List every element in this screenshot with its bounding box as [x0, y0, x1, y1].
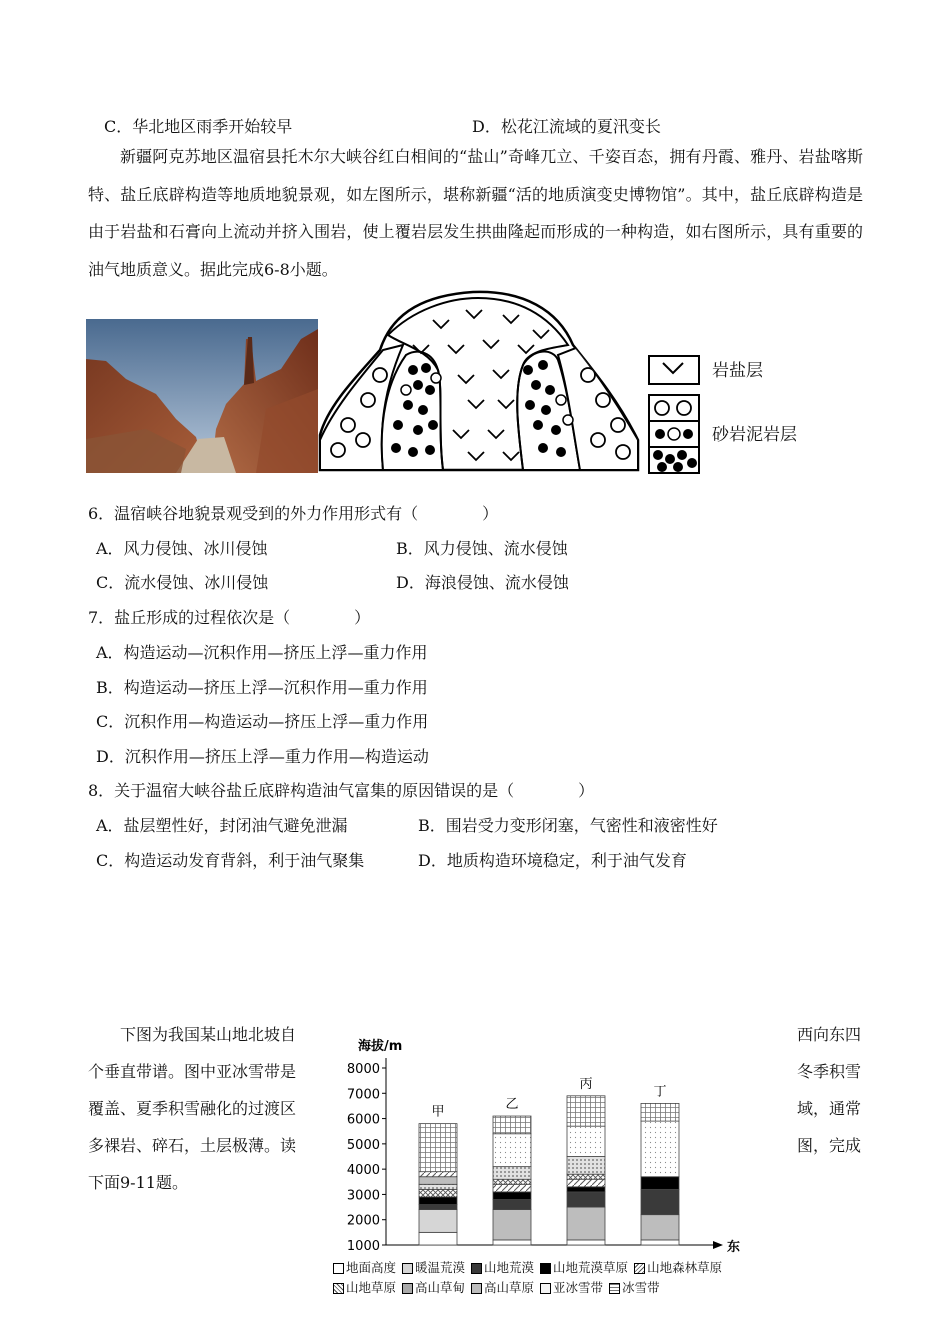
legend-item-mtn_desert — [471, 1258, 534, 1278]
bar-segment-nival — [493, 1116, 531, 1134]
bar-segment-nival — [567, 1096, 605, 1126]
y-tick-label: 2000 — [346, 1213, 380, 1229]
y-tick-label: 6000 — [346, 1112, 380, 1128]
bar-segment-subnival — [641, 1121, 679, 1177]
q6-option-b: B．风力侵蚀、流水侵蚀 — [396, 539, 568, 558]
intro-text: 新疆阿克苏地区温宿县托木尔大峡谷红白相间的“盐山”奇峰兀立、千姿百态，拥有丹霞、雅丹、岩盐喀斯特、盐丘底辟构造等地质地貌景观，如左图所示，堪称新疆“活的地质演变史博物馆”。其中，盐丘底辟构造是由于岩盐和石膏向上流动并挤入围岩，使上覆岩层发生拱曲隆起而形成的一种构造，如右图所示，具有重要的油气地质意义。据此完成6-8小题。 — [88, 147, 863, 279]
bar-label: 丁 — [653, 1084, 667, 1100]
y-tick-label: 8000 — [346, 1062, 380, 1077]
bar-segment-mtn_desert_steppe — [419, 1197, 457, 1205]
bar-segment-mtn_desert_steppe — [567, 1187, 605, 1192]
legend-item-subnival — [540, 1278, 603, 1298]
legend-swatch — [609, 1283, 620, 1294]
bar-segment-mtn_desert_steppe — [493, 1192, 531, 1200]
legend-item-alpine_meadow — [402, 1278, 465, 1298]
legend-label: 山地荒漠草原 — [553, 1260, 629, 1275]
canyon-photo — [86, 319, 318, 473]
diagram-legend-swatches — [648, 355, 702, 475]
intro-9-11-line-5: 下面9-11题。 — [88, 1173, 188, 1192]
q8-option-d: D．地质构造环境稳定，利于油气发育 — [418, 851, 687, 870]
bar-segment-subnival — [493, 1134, 531, 1167]
y-tick-label: 3000 — [346, 1188, 380, 1204]
q7-stem: 7．盐丘形成的过程依次是（ ） — [88, 608, 371, 627]
intro-9-11-line-3: 覆盖、夏季积雪融化的过渡区 — [88, 1099, 297, 1118]
bar-segment-mtn_desert — [493, 1199, 531, 1209]
bar-segment-mtn_desert_steppe — [641, 1177, 679, 1190]
legend-swatch — [333, 1283, 344, 1294]
legend-label: 地面高度 — [346, 1260, 397, 1275]
bar-segment-ground — [493, 1240, 531, 1245]
bar-segment-alpine_meadow — [493, 1167, 531, 1180]
bar-segment-ground — [419, 1232, 457, 1245]
legend-swatch — [634, 1263, 645, 1274]
q8-option-b: B．围岩受力变形闭塞，气密性和液密性好 — [418, 816, 718, 835]
x-axis-arrow — [713, 1241, 723, 1249]
q7-option-b: B．构造运动—挤压上浮—沉积作用—重力作用 — [96, 678, 428, 697]
legend-label: 山地森林草原 — [647, 1260, 723, 1275]
q6-option-d: D．海浪侵蚀、流水侵蚀 — [396, 573, 569, 592]
legend-salt-swatch — [649, 356, 699, 384]
bar-segment-mtn_forest_steppe — [419, 1172, 457, 1177]
q8-option-a: A．盐层塑性好，封闭油气避免泄漏 — [96, 816, 348, 835]
legend-swatch — [471, 1263, 482, 1274]
legend-label: 高山草原 — [484, 1280, 535, 1295]
bar-segment-nival — [419, 1124, 457, 1172]
legend-label: 高山草甸 — [415, 1280, 466, 1295]
bar-segment-mtn_forest_steppe — [567, 1179, 605, 1187]
bar-segment-mtn_steppe — [419, 1189, 457, 1197]
legend-item-mtn_forest_steppe — [634, 1258, 722, 1278]
q7-option-c: C．沉积作用—构造运动—挤压上浮—重力作用 — [96, 712, 429, 731]
q5-option-c: C．华北地区雨季开始较早 — [104, 117, 293, 136]
y-axis-label: 海拔/m — [358, 1039, 403, 1054]
bar-segment-mtn_desert — [641, 1189, 679, 1214]
bar-segment-mtn_desert — [567, 1192, 605, 1207]
x-axis-label: 东 — [727, 1240, 741, 1255]
legend-swatch — [402, 1283, 413, 1294]
q8-option-c: C．构造运动发育背斜，利于油气聚集 — [96, 851, 365, 870]
chart-legend — [333, 1258, 783, 1298]
legend-label: 暖温荒漠 — [415, 1260, 466, 1275]
q6-option-a: A．风力侵蚀、冰川侵蚀 — [96, 539, 268, 558]
q8-stem: 8．关于温宿大峡谷盐丘底辟构造油气富集的原因错误的是（ ） — [88, 781, 595, 800]
bar-label: 丙 — [579, 1076, 593, 1092]
y-tick-label: 5000 — [346, 1137, 380, 1153]
salt-dome-diagram — [318, 290, 648, 475]
legend-item-warm_desert — [402, 1258, 465, 1278]
bar-segment-warm_desert — [419, 1210, 457, 1233]
bar-segment-nival — [641, 1103, 679, 1121]
legend-swatch — [540, 1263, 551, 1274]
intro-9-11-line-1: 下图为我国某山地北坡自 — [120, 1025, 297, 1044]
bar-segment-ground — [567, 1240, 605, 1245]
y-tick-label: 4000 — [346, 1163, 380, 1179]
intro-paragraph-6-8 — [88, 138, 863, 288]
bar-segment-alpine_steppe — [567, 1207, 605, 1240]
bar-segment-alpine_steppe — [641, 1215, 679, 1240]
legend-item-nival — [609, 1278, 660, 1298]
chart-bars — [419, 1077, 679, 1245]
intro-9-11-right-1: 西向东四 — [797, 1025, 862, 1044]
intro-9-11-right-4: 图，完成 — [797, 1136, 862, 1155]
q6-option-c: C．流水侵蚀、冰川侵蚀 — [96, 573, 269, 592]
q6-stem: 6．温宿峡谷地貌景观受到的外力作用形式有（ ） — [88, 504, 499, 523]
legend-sand-label: 砂岩泥岩层 — [712, 425, 797, 445]
legend-item-mtn_desert_steppe — [540, 1258, 628, 1278]
legend-swatch — [402, 1263, 413, 1274]
legend-item-mtn_steppe — [333, 1278, 396, 1298]
bar-segment-alpine_steppe — [419, 1177, 457, 1185]
q5-option-d: D．松花江流域的夏汛变长 — [472, 117, 661, 136]
legend-label: 冰雪带 — [622, 1280, 660, 1295]
bar-segment-alpine_steppe — [493, 1210, 531, 1240]
bar-label: 甲 — [431, 1104, 445, 1120]
bar-label: 乙 — [505, 1097, 519, 1113]
y-tick-label: 7000 — [346, 1087, 380, 1103]
legend-item-ground — [333, 1258, 396, 1278]
legend-salt-label: 岩盐层 — [712, 361, 763, 381]
legend-label: 山地荒漠 — [484, 1260, 535, 1275]
q7-option-a: A．构造运动—沉积作用—挤压上浮—重力作用 — [96, 643, 428, 662]
bar-segment-mtn_steppe — [493, 1179, 531, 1184]
q7-option-d: D．沉积作用—挤压上浮—重力作用—构造运动 — [96, 747, 429, 766]
legend-label: 山地草原 — [346, 1280, 397, 1295]
intro-9-11-line-4: 多裸岩、碎石，土层极薄。读 — [88, 1136, 297, 1155]
legend-swatch — [540, 1283, 551, 1294]
intro-9-11-right-2: 冬季积雪 — [797, 1062, 862, 1081]
legend-swatch — [333, 1263, 344, 1274]
bar-segment-mtn_desert — [419, 1205, 457, 1210]
legend-item-alpine_steppe — [471, 1278, 534, 1298]
bar-segment-mtn_steppe — [567, 1174, 605, 1179]
bar-segment-alpine_meadow — [567, 1157, 605, 1175]
bar-segment-subnival — [567, 1126, 605, 1156]
intro-9-11-line-2: 个垂直带谱。图中亚冰雪带是 — [88, 1062, 297, 1081]
legend-label: 亚冰雪带 — [553, 1280, 604, 1295]
legend-swatch — [471, 1283, 482, 1294]
bar-segment-mtn_forest_steppe — [493, 1184, 531, 1192]
y-tick-label: 1000 — [346, 1239, 380, 1254]
bar-segment-alpine_meadow — [419, 1184, 457, 1189]
bar-segment-ground — [641, 1240, 679, 1245]
intro-9-11-right-3: 域，通常 — [797, 1099, 862, 1118]
